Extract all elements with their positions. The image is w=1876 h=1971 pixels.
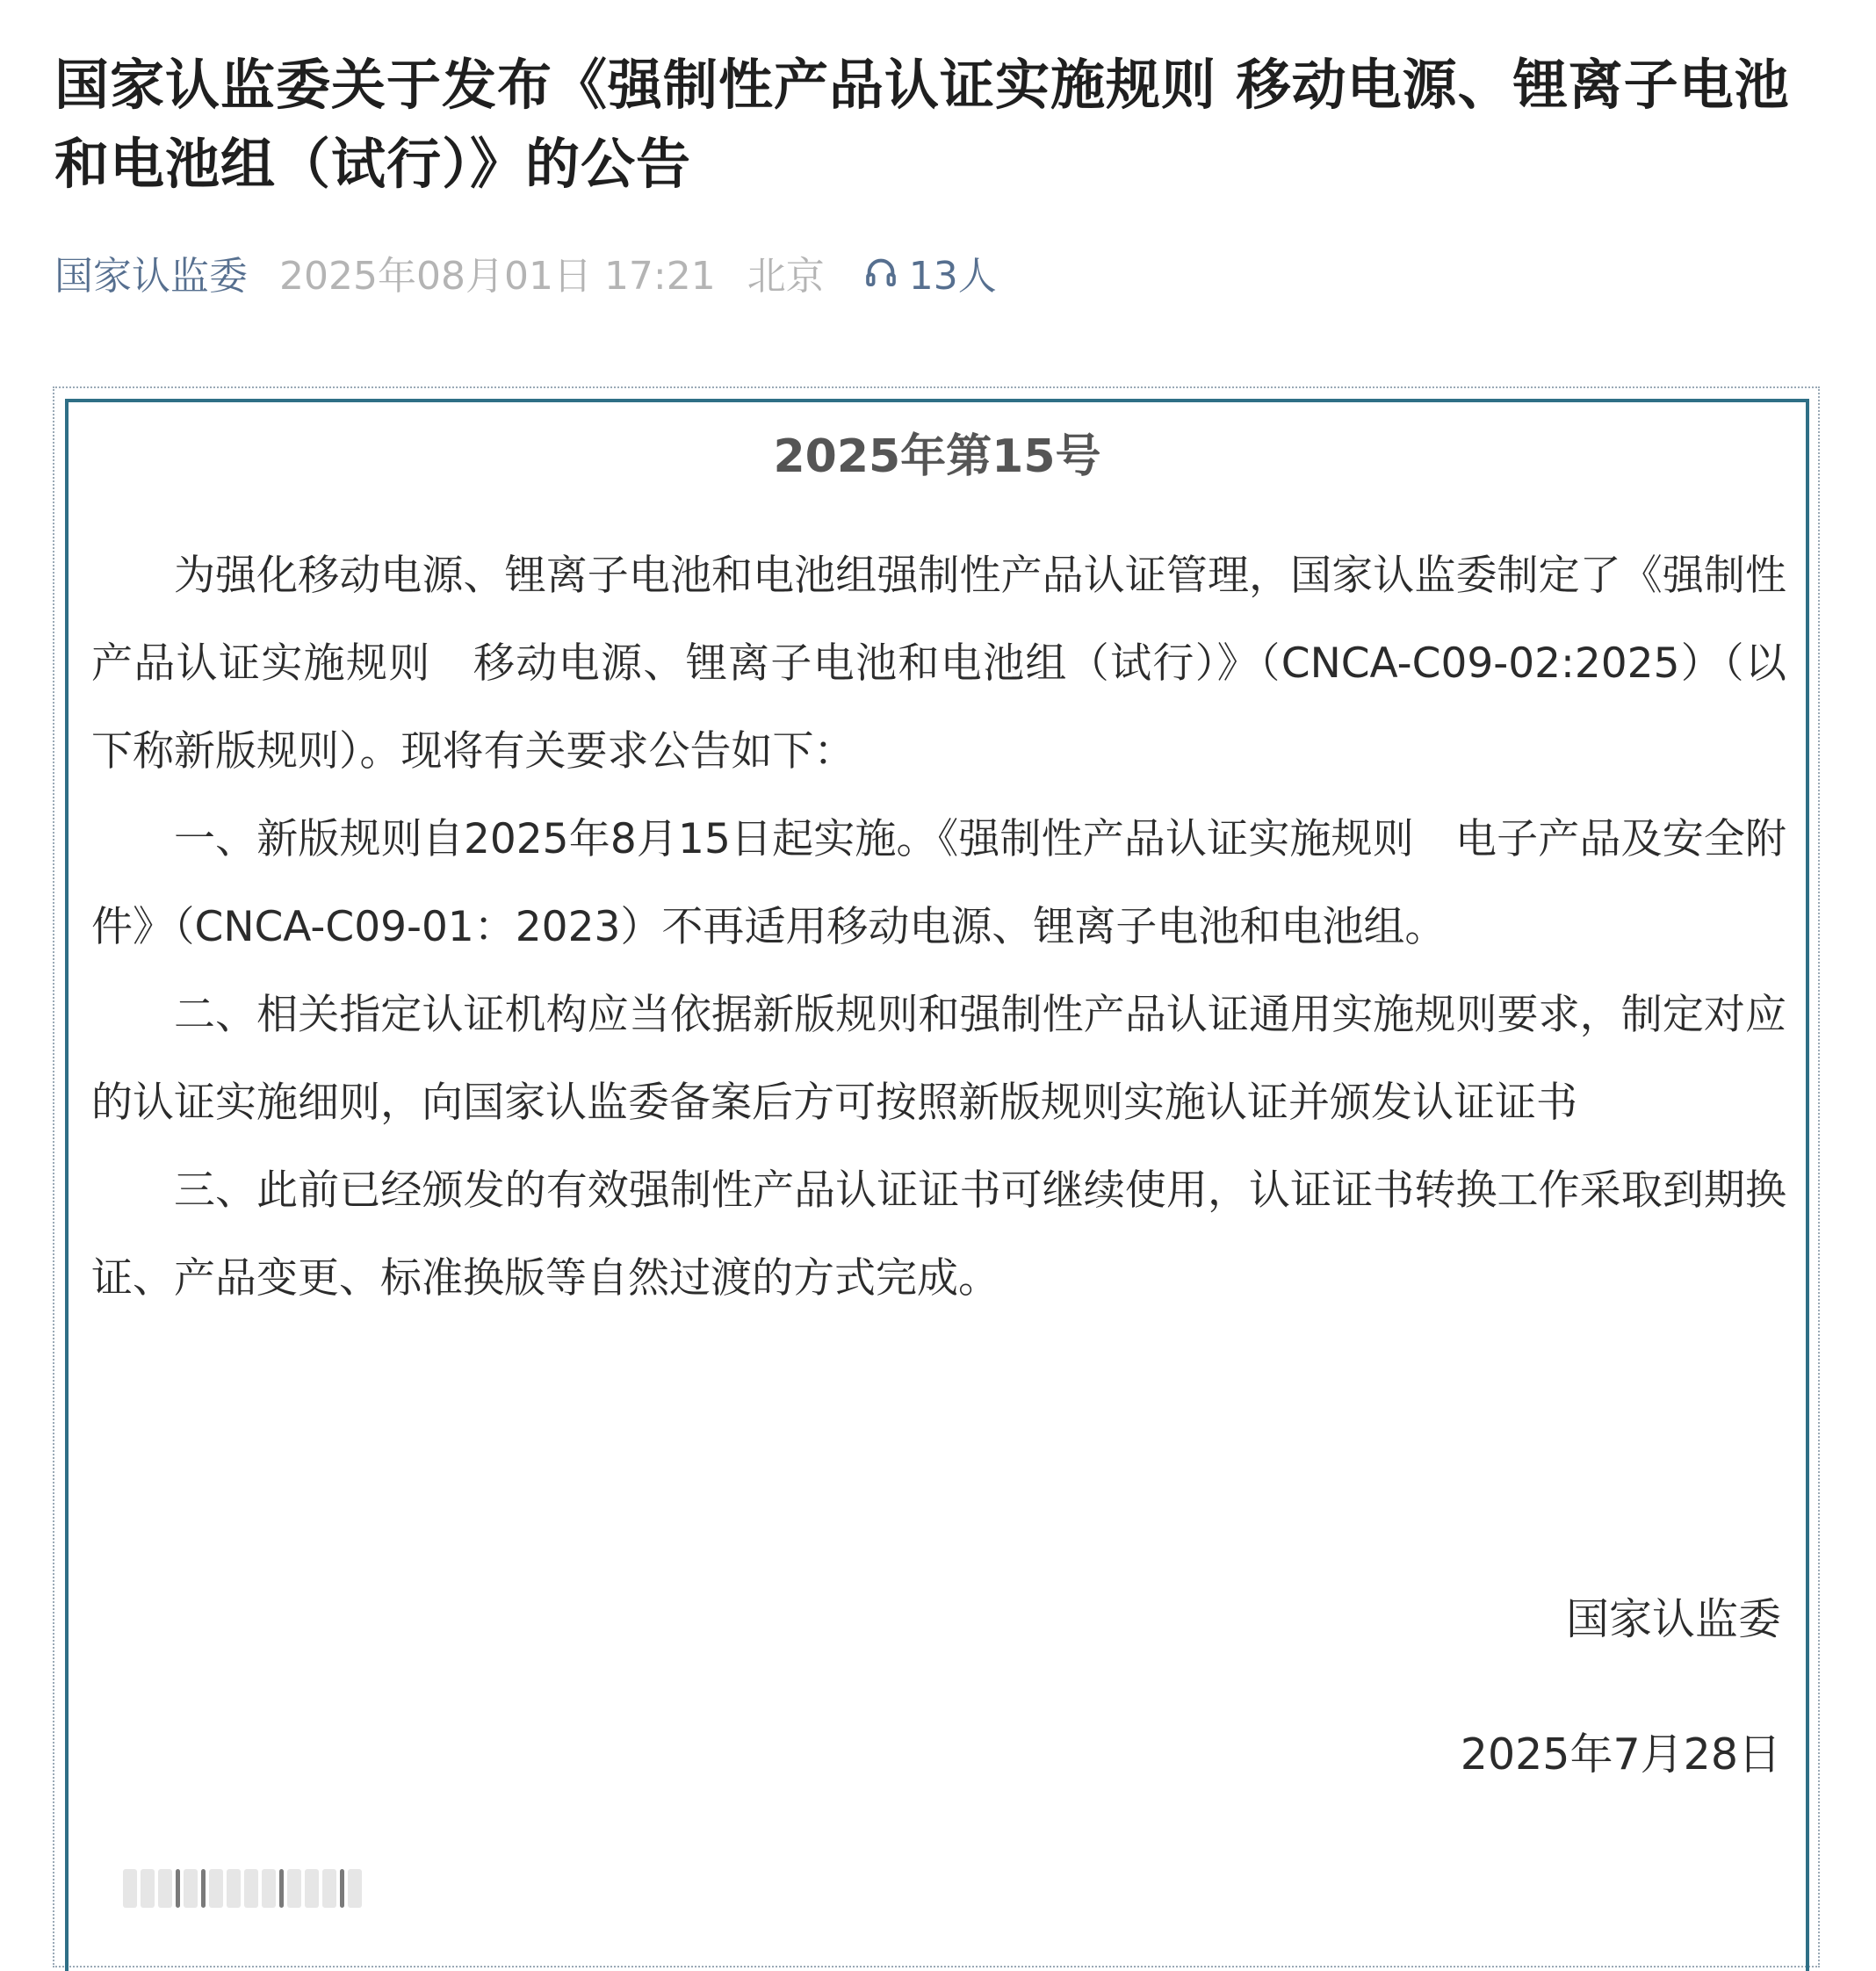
publish-location: 北京 — [747, 254, 825, 299]
headphones-icon — [863, 255, 898, 290]
paragraph-item-3: 三、此前已经颁发的有效强制性产品认证证书可继续使用，认证证书转换工作采取到期换证、产品变更、标准换版等自然过渡的方式完成。 — [91, 1166, 1786, 1303]
paragraph-item-2: 二、相关指定认证机构应当依据新版规则和强制性产品认证通用实施规则要求，制定对应的认证实施细则，向国家认监委备案后方可按照新版规则实施认证并颁发认证证书 — [91, 991, 1786, 1127]
document-body — [91, 532, 1786, 1323]
listener-count: 13人 — [908, 254, 997, 299]
listen-button[interactable] — [863, 244, 997, 300]
paragraph-intro: 为强化移动电源、锂离子电池和电池组强制性产品认证管理，国家认监委制定了《强制性产品认证实施规则 移动电源、锂离子电池和电池组（试行）》（CNCA-C09-02:2025）（以下称新版规则）。现将有关要求公告如下： — [91, 552, 1786, 776]
document-signer: 国家认监委 — [1565, 1594, 1781, 1644]
document-sign-date: 2025年7月28日 — [1460, 1729, 1781, 1780]
article-meta — [54, 246, 997, 299]
publish-datetime: 2025年08月01日 17:21 — [279, 254, 716, 299]
source-link[interactable]: 国家认监委 — [54, 254, 248, 299]
article-title: 国家认监委关于发布《强制性产品认证实施规则 移动电源、锂离子电池和电池组（试行）》的公告 — [54, 53, 1790, 196]
document-number: 2025年第15号 — [773, 430, 1101, 483]
paragraph-item-1: 一、新版规则自2025年8月15日起实施。《强制性产品认证实施规则 电子产品及安全附件》（CNCA-C09-01：2023）不再适用移动电源、锂离子电池和电池组。 — [91, 815, 1786, 951]
blurred-content — [123, 1869, 422, 1908]
